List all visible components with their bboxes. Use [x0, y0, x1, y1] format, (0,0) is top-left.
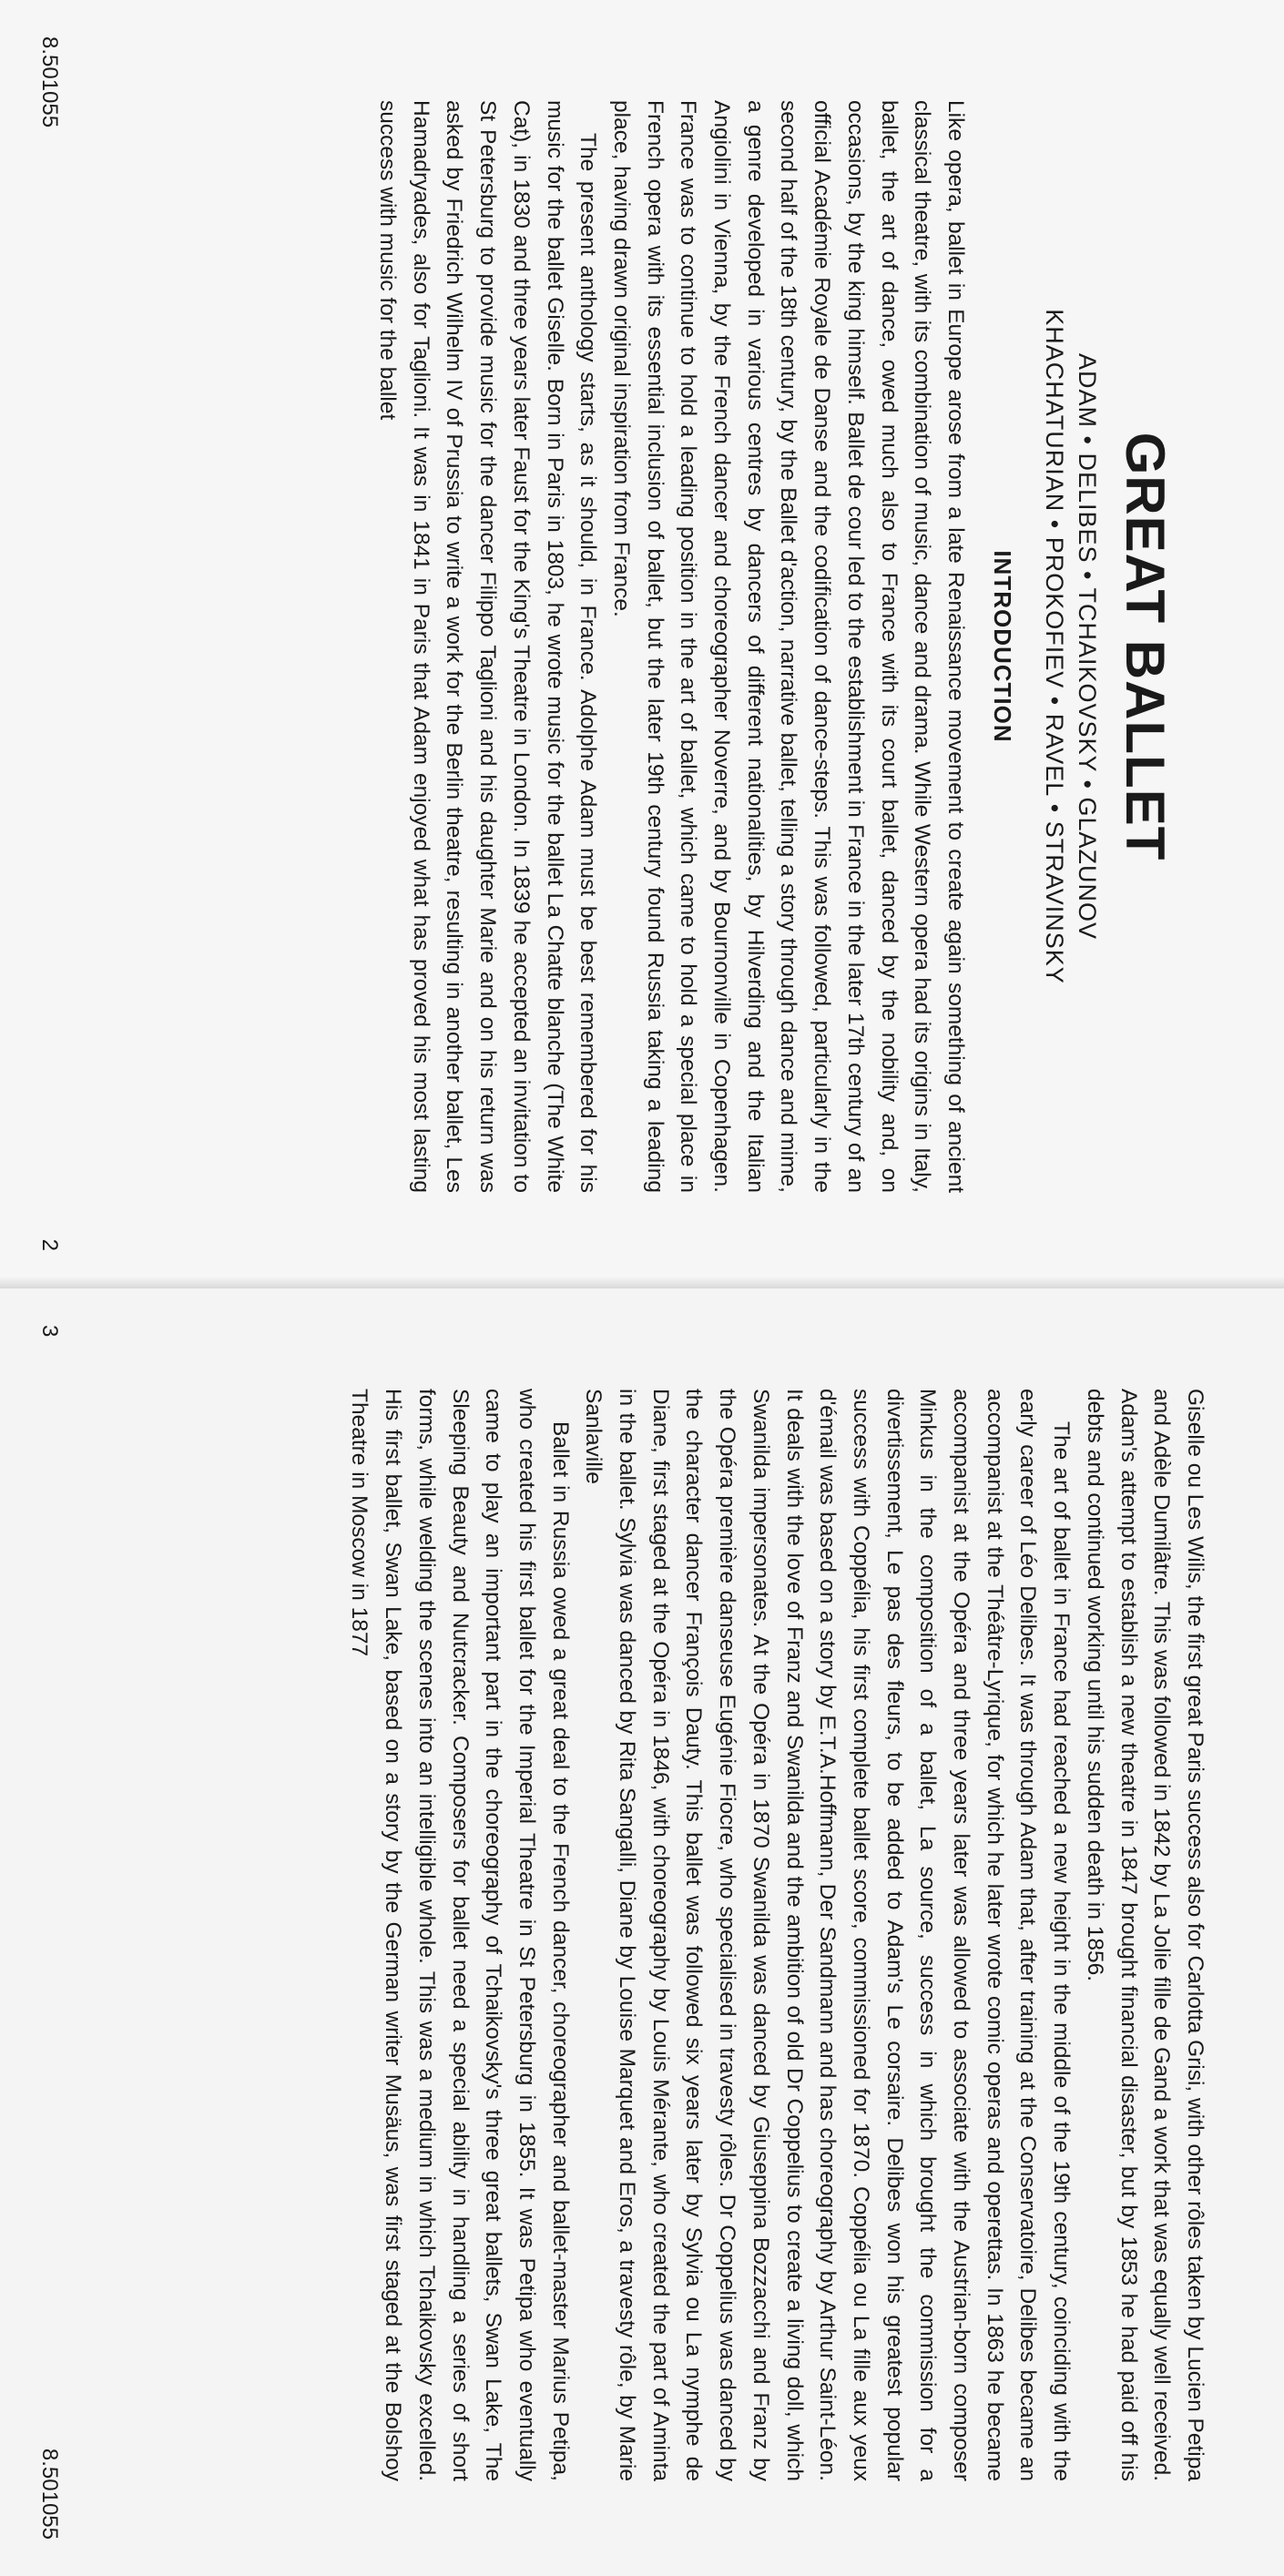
document-title: GREAT BALLET — [1115, 432, 1176, 861]
paragraph: The art of ballet in France had reached a new height in the middle of the 19th century, coinciding with the early career of Léo Delibes. It was through Adam that, after training at the Conservatoire, Delibes became an accompanist at the Théâtre-Lyrique, for which he later wrote comic operas and operettas. In 1863 he became accompanist at the Opéra and three years later was allowed to associate with the Austrian-born composer Minkus in the composition of a ballet, La source, success in which brought the commission for a divertissement, Le pas des fleurs, to be added to Adam's Le corsaire. Delibes won his greatest popular success with Coppélia, his first complete ballet score, commissioned for 1870. Coppélia ou La fille aux yeux d'émail was based on a story by E.T.A.Hoffmann, Der Sandmann and has choreography by Arthur Saint-Léon. It deals with the love of Franz and Swanilda and the ambition of old Dr Coppelius to create a living doll, which Swanilda impersonates. At the Opéra in 1870 Swanilda was danced by Giuseppina Bozzacchi and Franz by the Opéra première danseuse Eugénie Fiocre, who specialised in travesty rôles. Dr Coppelius was danced by the character dancer François Dauty. This ballet was followed six years later by Sylvia ou La nymphe de Diane, first staged at the Opéra in 1846, with choreography by Louis Mérante, who created the part of Aminta in the ballet. Sylvia was danced by Rita Sangalli, Diane by Louise Marquet and Eros, a travesty rôle, by Marie Sanlaville — [581, 1389, 1075, 2481]
paragraph: The present anthology starts, as it should, in France. Adolphe Adam must be best remembered for his music for the ballet Giselle. Born in Paris in 1803, he wrote music for the ballet La Chatte blanche (The White Cat), in 1830 and three years later Faust for the King's Theatre in London. In 1839 he accepted an invitation to St Petersburg to provide music for the dancer Filippo Taglioni and his daughter Marie and on his return was asked by Friedrich Wilhelm IV of Prussia to write a work for the Berlin theatre, resulting in another ballet, Les Hamadryades, also for Taglioni. It was in 1841 in Paris that Adam enjoyed what has proved his most lasting success with music for the ballet — [375, 100, 601, 1193]
page-2-content — [370, 100, 1175, 1193]
page-2-page-number: 2 — [37, 1238, 62, 1251]
section-heading: INTRODUCTION — [989, 550, 1016, 743]
page-3-page-number: 3 — [37, 1325, 62, 1338]
composers-line-2: KHACHATURIAN • PROKOFIEV • RAVEL • STRAVINSKY — [1041, 309, 1068, 984]
composers-list — [1038, 100, 1104, 1193]
page-3-rotated-frame — [0, 1288, 1284, 2576]
page-3-catalog-number: 8.501055 — [37, 2448, 62, 2540]
paragraph: Ballet in Russia owed a great deal to the French dancer, choreographer and ballet-master Marius Petipa, who created his first ballet for the Imperial Theatre in St Petersburg in 1855. It was Petipa who eventually came to play an important part in the choreography of Tchaikovsky's three great ballets, Swan Lake, The Sleeping Beauty and Nutcracker. Composers for ballet need a special ability in handling a series of short forms, while welding the scenes into an intelligible whole. This was a medium in which Tchaikovsky excelled. His first ballet, Swan Lake, based on a story by the German writer Musäus, was first staged at the Bolshoy Theatre in Moscow in 1877 — [347, 1389, 573, 2481]
paragraph: Like opera, ballet in Europe arose from a late Renaissance movement to create again something of ancient classical theatre, with its combination of music, dance and drama. While Western opera had its origins in Italy, ballet, the art of dance, owed much also to France with its court ballet, danced by the nobility and, on occasions, by the king himself. Ballet de cour led to the establishment in France in the later 17th century of an official Académie Royale de Danse and the codification of dance-steps. This was followed, particularly in the second half of the 18th century, by the Ballet d'action, narrative ballet, telling a story through dance and mime, a genre developed in various centres by dancers of different nationalities, by Hilverding and the Italian Angiolini in Vienna, by the French dancer and choreographer Noverre, and by Bournonville in Copenhagen. France was to continue to hold a leading position in the art of ballet, which came to hold a special place in French opera with its essential inclusion of ballet, but the later 19th century found Russia taking a leading place, having drawn original inspiration from France. — [608, 100, 968, 1193]
paragraph: Giselle ou Les Wilis, the first great Paris success also for Carlotta Grisi, with other rôles taken by Lucien Petipa and Adèle Dumilâtre. This was followed in 1842 by La Jolie fille de Gand a work that was equally well received. Adam's attempt to establish a new theatre in 1847 brought financial disaster, but by 1853 he had paid off his debts and continued working until his sudden death in 1856. — [1082, 1389, 1208, 2481]
page-2-catalog-number: 8.501055 — [37, 36, 62, 128]
page-3-content — [342, 1389, 1211, 2481]
booklet-page-3 — [0, 1288, 1284, 2576]
composers-line-1: ADAM • DELIBES • TCHAIKOVSKY • GLAZUNOV — [1074, 352, 1101, 941]
